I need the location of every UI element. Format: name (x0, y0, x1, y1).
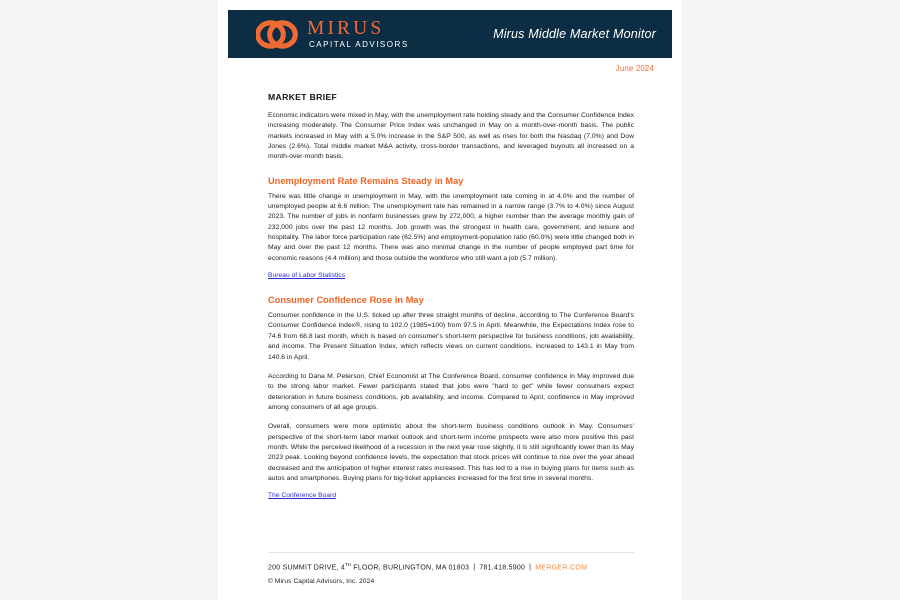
document-page (218, 0, 682, 600)
intro-paragraph: Economic indicators were mixed in May, with the unemployment rate holding steady and the Consumer Confidence Index increasing moderately. The Consumer Price Index was unchanged in May on a month-over-month basis. The public markets increased in May with a 5.0% increase in the S&P 500, as well as rises for both the Nasdaq (7.0%) and Dow Jones (2.6%). Total middle market M&A activity, cross-border transactions, and leveraged buyouts all increased on a month-over-month basis. (268, 112, 634, 161)
document-footer (268, 562, 648, 585)
logo-tagline: CAPITAL ADVISORS (309, 40, 409, 50)
section-paragraph: Overall, consumers were more optimistic about the short-term business conditions outlook in May. Consumers' perspective of the short-term labor market outlook and short-term income prospects were also more positive this past month. While the perceived likelihood of a recession in the next year rose slightly, it is still significantly lower than its May 2023 peak. Looking beyond confidence levels, the expectation that stock prices will continue to rise over the year ahead decreased and the anticipation of higher interest rates increased. This has led to a rise in buying plans for items such as autos and smartphones. Buying plans for big-ticket appliances increased for the first time in several months. (268, 423, 634, 482)
section-heading-consumer-confidence: Consumer Confidence Rose in May (268, 295, 424, 306)
footer-address-part1: 200 SUMMIT DRIVE, 4 (268, 564, 345, 572)
section-heading-unemployment: Unemployment Rate Remains Steady in May (268, 175, 464, 186)
section-paragraph: According to Dana M. Peterson, Chief Economist at The Conference Board, consumer confidence in May improved due to the strong labor market. Fewer participants stated that jobs were "hard to get" while fewer consumers expect deterioration in future business conditions, job availability, and income. Compared to April, confidence in May improved among consumers of all age groups. (268, 372, 634, 411)
source-link-bls[interactable]: Bureau of Labor Statistics (268, 272, 346, 280)
footer-address-part2: FLOOR, BURLINGTON, MA 01803 (351, 564, 470, 572)
footer-divider (268, 552, 634, 553)
footer-website-link[interactable]: MERGER.COM (535, 564, 588, 572)
footer-copyright: © Mirus Capital Advisors, Inc. 2024 (268, 578, 375, 586)
footer-phone[interactable]: 781.418.5900 (479, 564, 526, 572)
mirus-interlocking-rings-logo-icon (256, 20, 298, 49)
page-title: MARKET BRIEF (268, 92, 338, 102)
section-paragraph: There was little change in unemployment in May, with the unemployment rate coming in at 4.0% and the number of unemployed people at 6.6 million. The unemployment rate has remained in a narrow range (3.7% to 4.0%) since August 2023. The number of jobs in nonfarm businesses grew by 272,000, a higher number than the average monthly gain of 232,000 jobs over the past 12 months. Job growth was the strongest in health care, government, and leisure and hospitality. The labor force participation rate (62.5%) and employment-population ratio (60.0%) were little changed both in May and over the past 12 months. There was also minimal change in the number of people employed part time for economic reasons (4.4 million) and those outside the workforce who still want a job (5.7 million). (268, 192, 634, 262)
mirus-logo-text (307, 19, 409, 50)
mirus-logo (256, 19, 409, 50)
footer-separator: | (529, 564, 532, 572)
logo-wordmark: MIRUS (307, 17, 385, 39)
issue-date: June 2024 (615, 64, 654, 73)
source-link-conference-board[interactable]: The Conference Board (268, 492, 337, 500)
footer-separator: | (473, 564, 476, 572)
document-body (268, 92, 634, 502)
publication-title: Mirus Middle Market Monitor (493, 27, 656, 41)
document-header-band (228, 10, 672, 58)
footer-address-ordinal: TH (344, 562, 352, 567)
section-paragraph: Consumer confidence in the U.S. ticked up after three straight months of decline, according to The Conference Board's Consumer Confidence Index®, rising to 102.0 (1985=100) from 97.5 in April. Meanwhile, the Expectations Index rose to 74.6 from 68.8 last month, which is based on consumer's short-term perspective for business conditions, job availability, and income. The Present Situation Index, which reflects views on current conditions, increased to 143.1 in May from 140.6 in April. (268, 312, 634, 361)
footer-contact-line (268, 562, 648, 571)
